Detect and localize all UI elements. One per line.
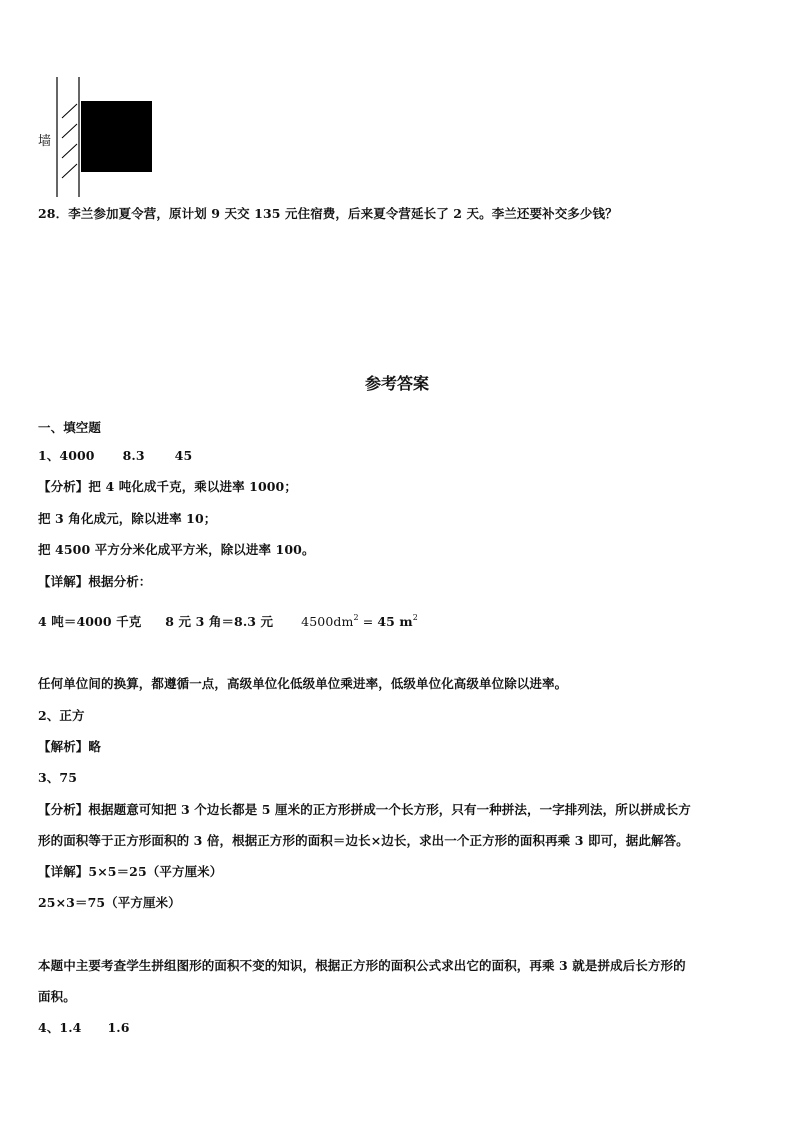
answer-1-analysis-3: 把 4500 平方分米化成平方米，除以进率 100。 xyxy=(38,542,315,557)
wall-hatch xyxy=(62,104,77,118)
answer-3-summary-1: 本题中主要考查学生拼组图形的面积不变的知识，根据正方形的面积公式求出它的面积，再乘 3 就是拼成后长方形的 xyxy=(38,958,686,973)
answer-4-value-1: 4、1.4 xyxy=(38,1020,82,1035)
answer-1-value-2: 8.3 xyxy=(122,448,145,463)
answer-2-analysis: 【解析】略 xyxy=(38,739,102,754)
answer-title: 参考答案 xyxy=(364,374,429,393)
answer-1-value-1: 1、4000 xyxy=(38,448,95,463)
answer-3-analysis-2: 形的面积等于正方形面积的 3 倍，根据正方形的面积＝边长×边长，求出一个正方形的面积再乘 3 即可，据此解答。 xyxy=(38,833,689,848)
answer-1-calculations xyxy=(38,610,418,630)
calc-yuan: 8 元 3 角＝8.3 元 xyxy=(165,614,274,629)
section-heading: 一、填空题 xyxy=(38,420,102,435)
answer-1-detail: 【详解】根据分析： xyxy=(38,574,152,589)
wall-label: 墙 xyxy=(38,134,52,149)
answer-3-detail-1: 【详解】5×5＝25（平方厘米） xyxy=(38,864,223,879)
answer-1-value-3: 45 xyxy=(174,448,193,463)
answer-4-line xyxy=(38,1020,130,1036)
answer-1-analysis-2: 把 3 角化成元，除以进率 10； xyxy=(38,511,217,526)
wall-hatch xyxy=(62,164,77,178)
black-square xyxy=(81,101,152,172)
wall-figure xyxy=(0,0,794,210)
calc-tons: 4 吨＝4000 千克 xyxy=(38,614,142,629)
answer-3-line: 3、75 xyxy=(38,770,77,785)
wall-hatch xyxy=(62,124,77,138)
answer-1-summary: 任何单位间的换算，都遵循一点，高级单位化低级单位乘进率，低级单位化高级单位除以进率。 xyxy=(38,676,568,691)
wall-hatch xyxy=(62,144,77,158)
question-28: 28．李兰参加夏令营，原计划 9 天交 135 元住宿费，后来夏令营延长了 2 天。李兰还要补交多少钱？ xyxy=(38,206,618,221)
answer-1-line xyxy=(38,448,192,464)
calc-area: $4500dm^2 = 45$ $m^2$ xyxy=(301,613,418,629)
answer-1-analysis-1: 【分析】把 4 吨化成千克，乘以进率 1000； xyxy=(38,479,297,494)
answer-2-line: 2、正方 xyxy=(38,708,85,723)
answer-3-analysis-1: 【分析】根据题意可知把 3 个边长都是 5 厘米的正方形拼成一个长方形，只有一种拼法，一字排列法，所以拼成长方 xyxy=(38,802,691,817)
answer-3-detail-2: 25×3＝75（平方厘米） xyxy=(38,895,181,910)
answer-3-summary-2: 面积。 xyxy=(38,989,76,1004)
answer-4-value-2: 1.6 xyxy=(107,1020,130,1035)
